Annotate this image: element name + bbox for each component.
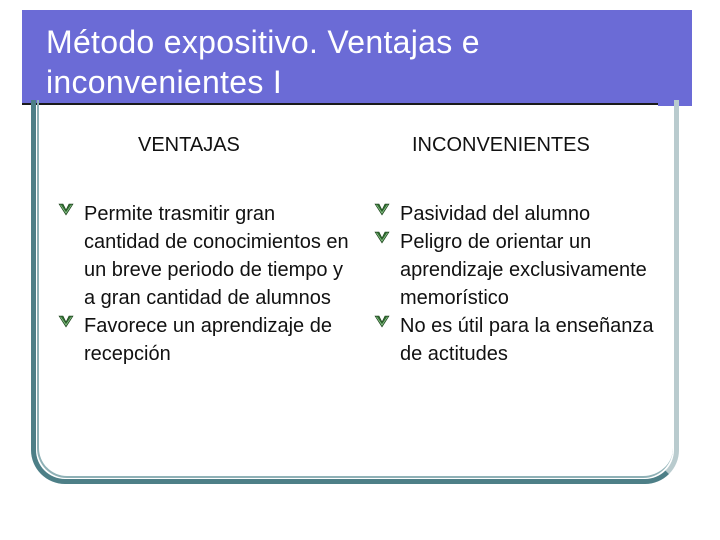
ventajas-list — [84, 200, 354, 368]
checkmark-v-bullet-icon — [58, 201, 74, 217]
checkmark-v-bullet-icon — [374, 229, 390, 245]
inconvenientes-item-text: Pasividad del alumno — [400, 203, 591, 225]
checkmark-v-bullet-icon — [374, 201, 390, 217]
inconvenientes-heading: INCONVENIENTES — [412, 134, 590, 156]
inconvenientes-item-text: No es útil para la enseñanza de actitudes — [400, 315, 654, 365]
list-item — [400, 228, 670, 312]
list-item — [84, 312, 354, 368]
ventajas-heading: VENTAJAS — [138, 134, 240, 156]
list-item — [400, 200, 670, 228]
inconvenientes-item-text: Peligro de orientar un aprendizaje exclusivamente memorístico — [400, 231, 647, 309]
title-bar — [22, 10, 692, 106]
checkmark-v-bullet-icon — [58, 313, 74, 329]
slide-title: Método expositivo. Ventajas e inconvenientes I — [46, 24, 480, 100]
inconvenientes-list — [400, 200, 670, 368]
ventajas-item-text: Permite trasmitir gran cantidad de conocimientos en un breve periodo de tiempo y a gran cantidad de alumnos — [84, 203, 349, 309]
list-item — [84, 200, 354, 312]
checkmark-v-bullet-icon — [374, 313, 390, 329]
ventajas-item-text: Favorece un aprendizaje de recepción — [84, 315, 332, 365]
list-item — [400, 312, 670, 368]
